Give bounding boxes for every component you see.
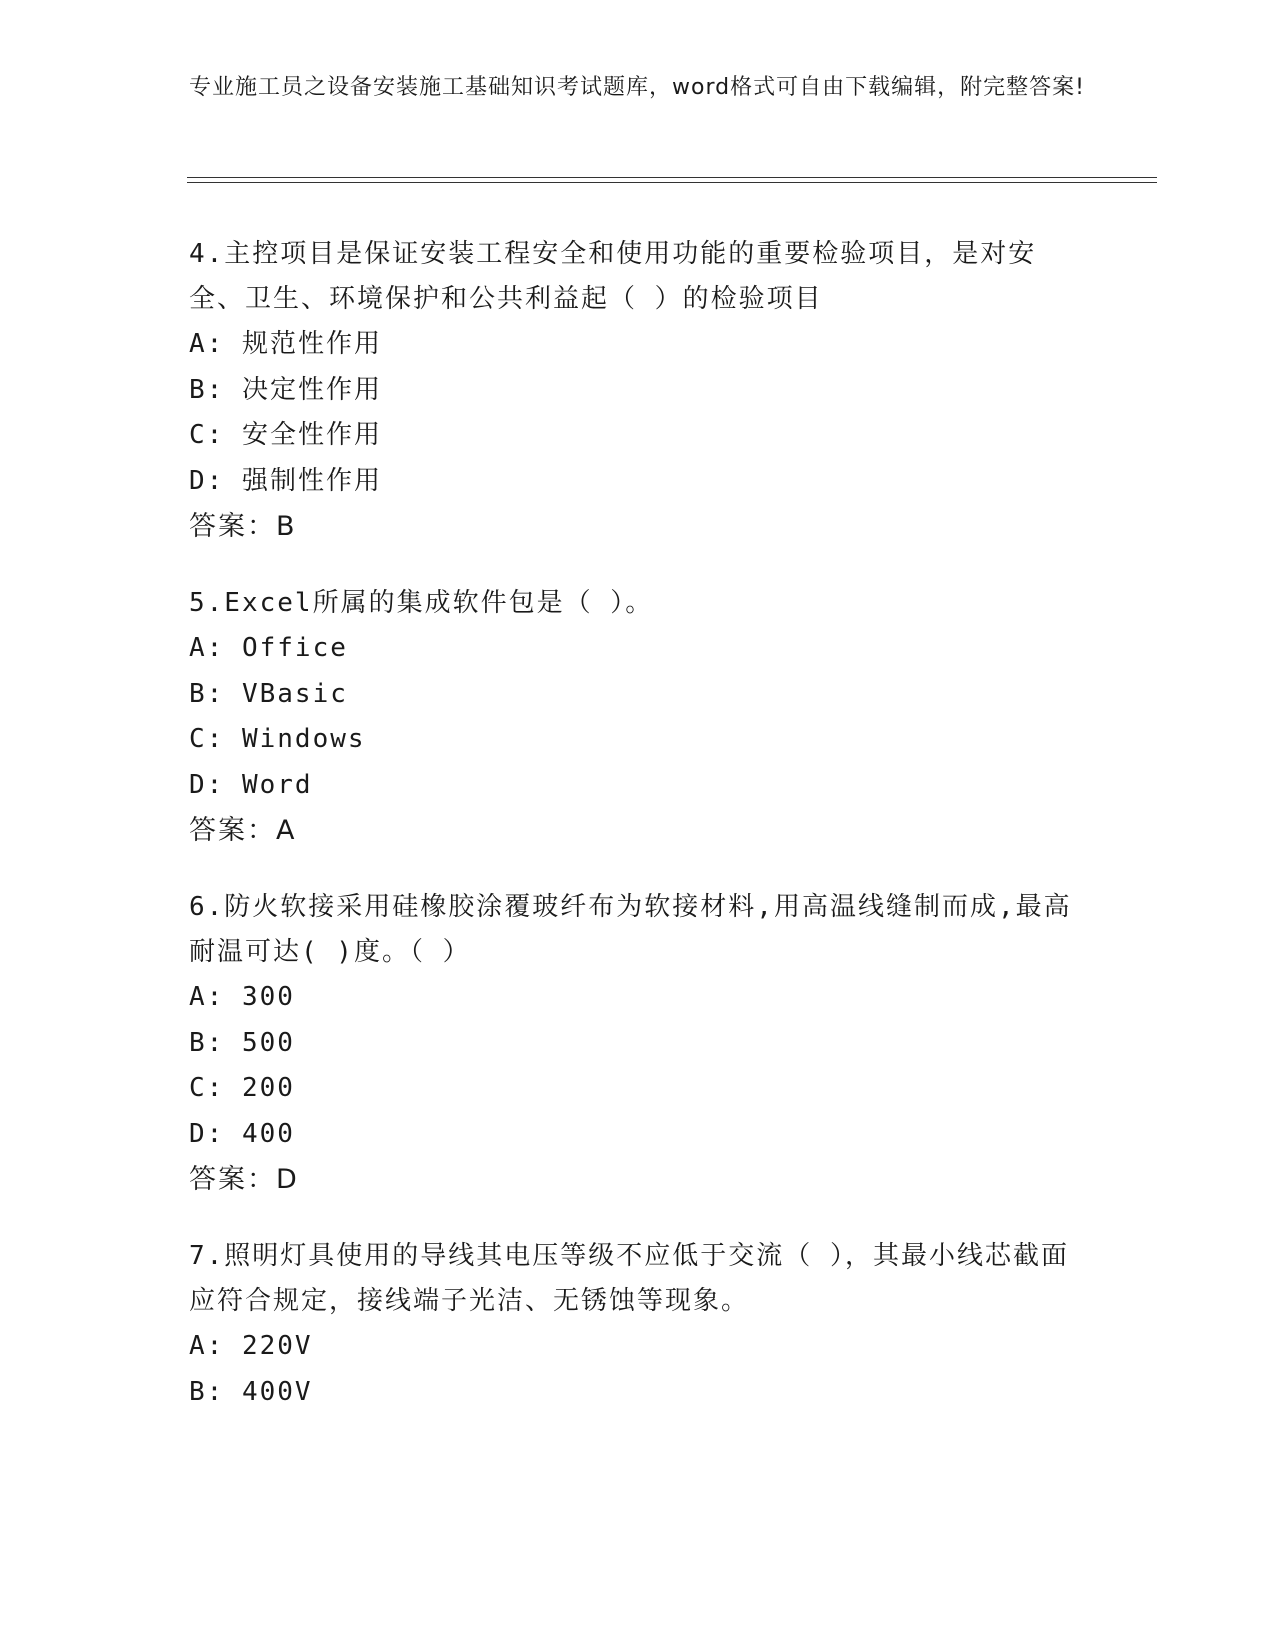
question-7 <box>189 1234 1089 1415</box>
option-c: C: 安全性作用 <box>189 420 382 450</box>
question-6 <box>189 885 1089 1202</box>
option-c: C: 200 <box>189 1073 295 1103</box>
question-4 <box>189 232 1089 549</box>
document-header: 专业施工员之设备安装施工基础知识考试题库，word格式可自由下载编辑，附完整答案! <box>189 75 1085 100</box>
option-c: C: Windows <box>189 724 366 754</box>
option-d: D: Word <box>189 769 313 800</box>
question-text: 6.防火软接采用硅橡胶涂覆玻纤布为软接材料,用高温线缝制而成,最高耐温可达( )度。（ ） <box>189 892 1072 967</box>
answer-label: 答案：D <box>189 1164 299 1195</box>
option-d: D: 强制性作用 <box>189 465 382 496</box>
option-a: A: 300 <box>189 982 295 1012</box>
answer-label: 答案：B <box>189 511 297 542</box>
option-b: B: 400V <box>189 1376 313 1407</box>
option-a: A: 220V <box>189 1331 313 1361</box>
question-text: 4.主控项目是保证安装工程安全和使用功能的重要检验项目，是对安全、卫生、环境保护和公共利益起（ ）的检验项目 <box>189 239 1037 314</box>
option-a: A: 规范性作用 <box>189 329 382 359</box>
option-d: D: 400 <box>189 1118 295 1149</box>
option-b: B: 500 <box>189 1027 295 1058</box>
question-list <box>189 232 1089 1447</box>
header-divider-bottom <box>187 182 1157 183</box>
question-text: 7.照明灯具使用的导线其电压等级不应低于交流（ ），其最小线芯截面应符合规定，接线端子光洁、无锈蚀等现象。 <box>189 1241 1069 1316</box>
question-text: 5.Excel所属的集成软件包是（ ）。 <box>189 588 654 618</box>
answer-label: 答案：A <box>189 815 297 846</box>
option-a: A: Office <box>189 633 348 663</box>
question-5 <box>189 581 1089 853</box>
option-b: B: 决定性作用 <box>189 374 382 405</box>
option-b: B: VBasic <box>189 678 348 709</box>
header-divider-top <box>187 177 1157 178</box>
